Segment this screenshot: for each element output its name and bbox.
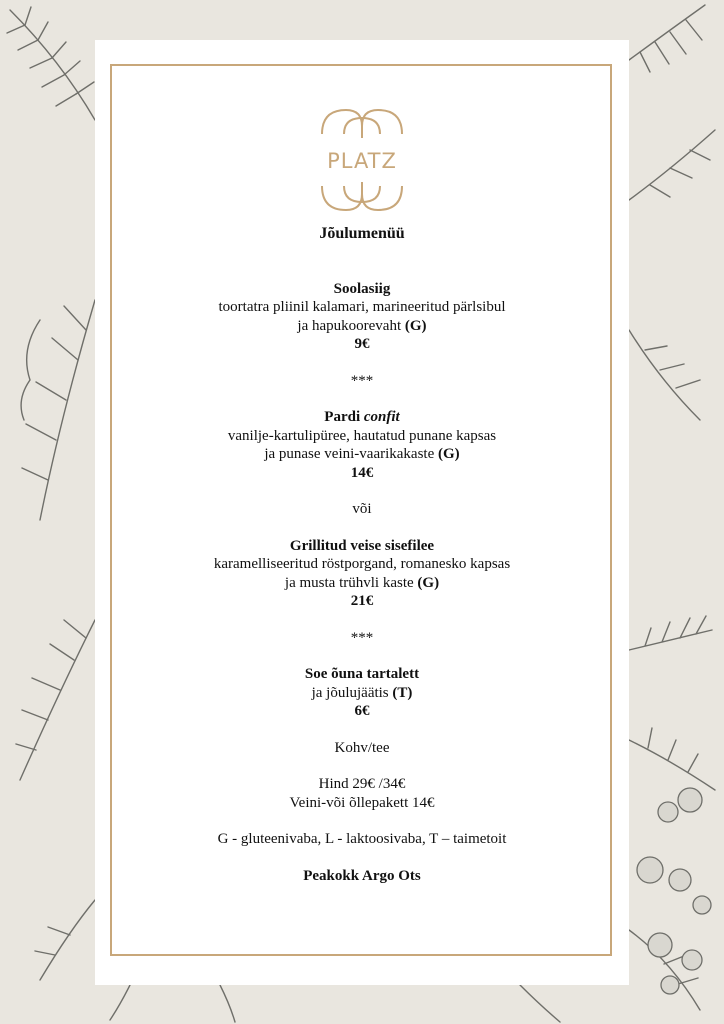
dish-desc-2: ja jõulujäätis (T)	[311, 684, 413, 701]
dish-3	[95, 537, 629, 611]
dish-4	[95, 665, 629, 721]
dish-2	[95, 408, 629, 482]
wine-package-line: Veini-või õllepakett 14€	[289, 794, 435, 811]
drinks-text: Kohv/tee	[334, 739, 390, 756]
chef-name: Peakokk Argo Ots	[303, 867, 421, 884]
dish-desc-2: ja musta trühvli kaste (G)	[284, 574, 440, 591]
dish-name: Pardi confit	[324, 409, 400, 425]
separator: ***	[350, 629, 374, 646]
dish-desc: vanilje-kartulipüree, hautatud punane kapsas	[227, 427, 497, 444]
dish-name: Grillitud veise sisefilee	[289, 537, 435, 554]
dish-price: 21€	[350, 593, 374, 609]
dish-desc-2: ja hapukoorevaht (G)	[297, 317, 427, 334]
svg-text:PLATZ: PLATZ	[327, 149, 397, 173]
separator: ***	[350, 372, 374, 389]
dish-price: 6€	[354, 703, 370, 719]
dish-name: Soe õuna tartalett	[304, 666, 420, 682]
dish-desc: karamelliseeritud röstporgand, romanesko kapsas	[213, 556, 511, 572]
dish-1	[95, 280, 629, 354]
dish-desc-2: ja punase veini-vaarikakaste (G)	[264, 446, 460, 462]
menu-card	[95, 40, 629, 985]
or-text: või	[352, 501, 372, 517]
dish-price: 9€	[354, 336, 370, 352]
dish-desc: toortatra pliinil kalamari, marineeritud pärlsibul	[218, 299, 506, 315]
diet-legend: G - gluteenivaba, L - laktoosivaba, T – taimetoit	[217, 831, 507, 847]
price-line: Hind 29€ /34€	[318, 776, 406, 792]
menu-content	[95, 225, 629, 885]
platz-logo	[314, 104, 410, 216]
dish-name: Soolasiig	[333, 280, 391, 297]
menu-title: Jõulumenüü	[319, 225, 405, 242]
dish-price: 14€	[350, 464, 374, 481]
logo-icon	[314, 104, 410, 216]
